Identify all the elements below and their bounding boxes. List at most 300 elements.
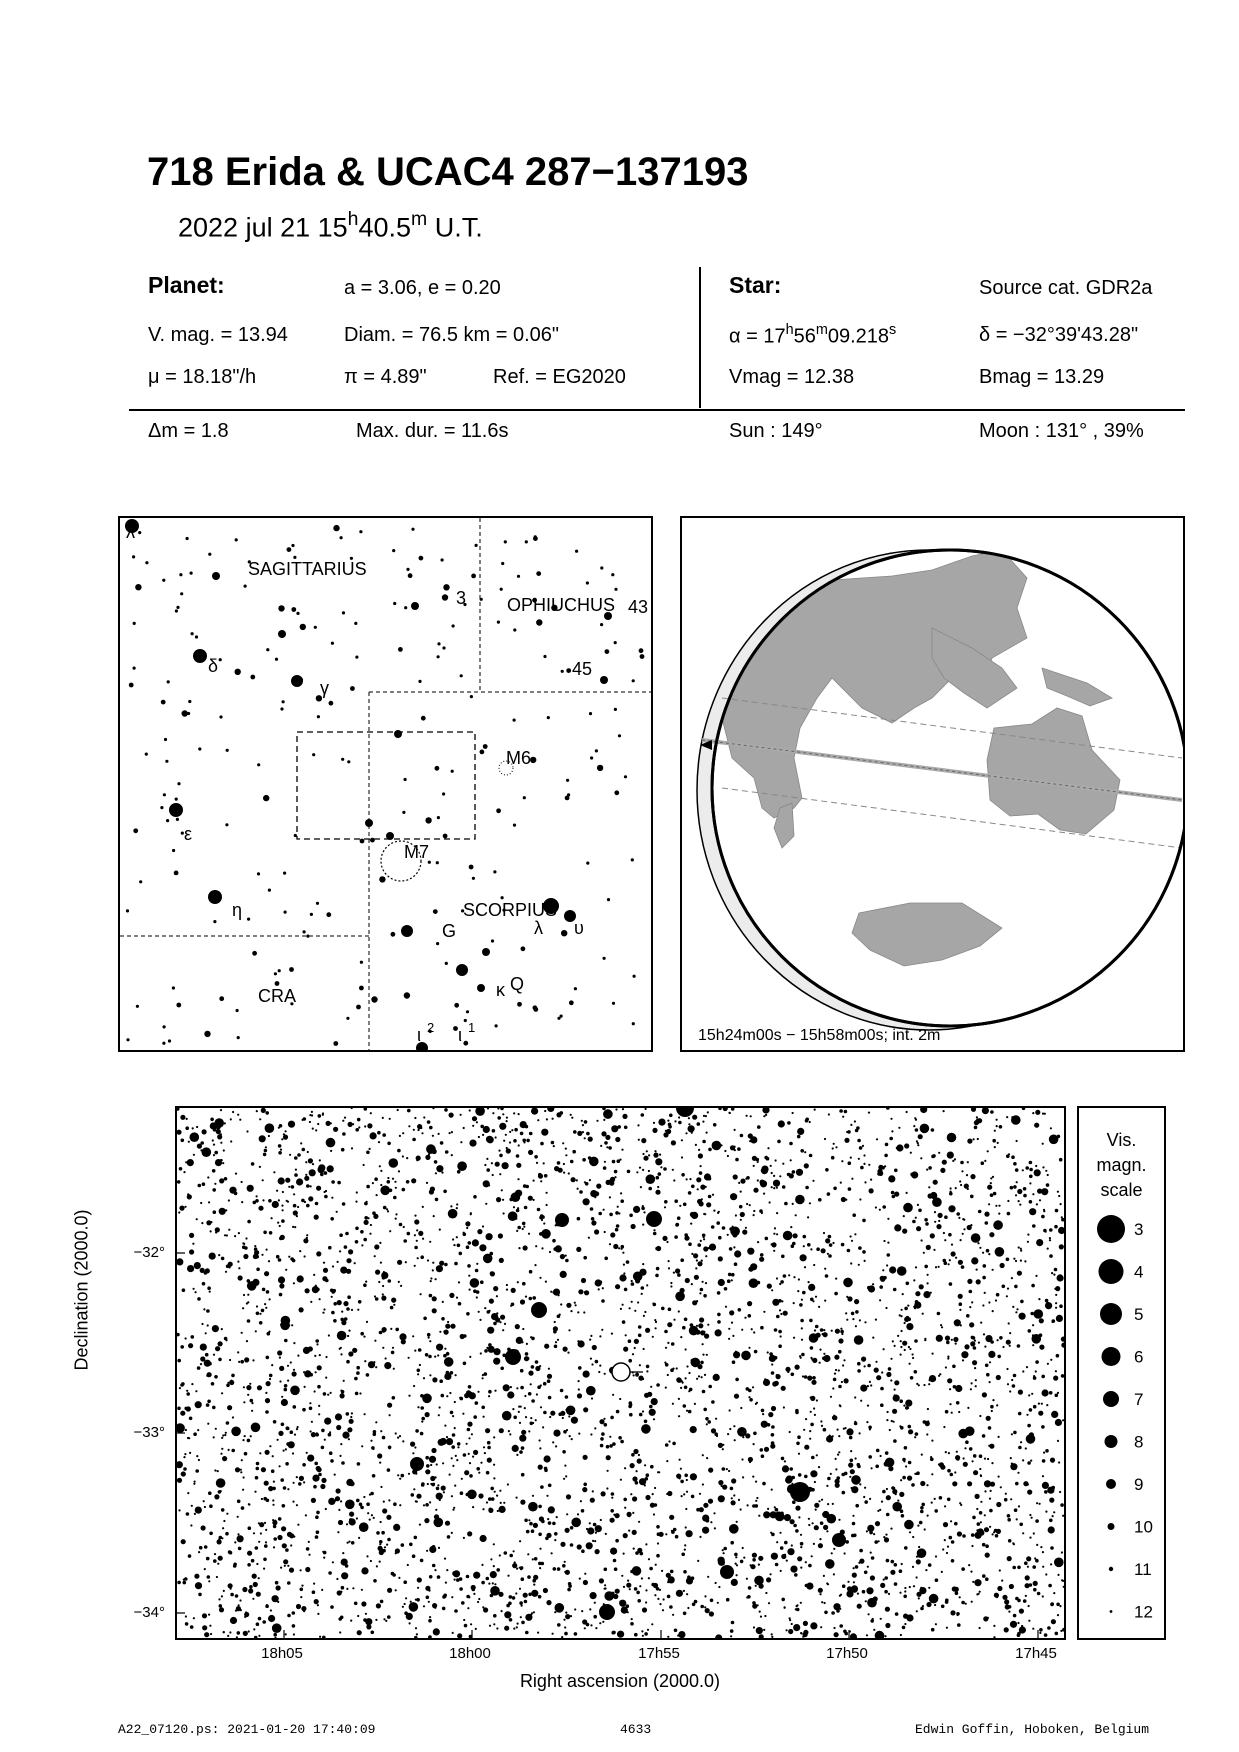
finder-star [441,558,444,561]
field-star [527,1553,529,1555]
field-star [993,1220,1003,1230]
field-star [745,1227,747,1229]
field-star [313,1583,315,1585]
field-star [816,1399,818,1401]
field-star [264,1271,269,1276]
field-star [1058,1227,1064,1234]
field-star [499,1258,504,1263]
field-star [206,1557,210,1561]
field-star [276,1190,278,1192]
field-star [424,1518,429,1523]
field-star [956,1451,958,1453]
field-star [381,1531,385,1535]
field-star [347,1335,349,1337]
field-star [227,1382,229,1384]
field-star [756,1497,758,1499]
scale-dot-mag-11 [1109,1567,1113,1571]
field-star [771,1363,773,1365]
field-star [382,1436,386,1440]
field-star [443,1190,447,1194]
field-star [297,1153,301,1157]
label-gamma: γ [320,678,329,698]
finder-star [244,585,247,588]
field-star [449,1113,454,1118]
field-star [449,1132,451,1134]
field-star [279,1225,281,1227]
field-star [988,1351,995,1358]
field-star [974,1126,978,1130]
field-star [773,1180,780,1187]
field-star [367,1217,369,1219]
field-star [456,1459,458,1461]
field-star [1025,1447,1027,1449]
field-star [971,1108,976,1112]
field-star [502,1113,504,1115]
field-star [496,1197,501,1202]
field-star [599,1419,604,1424]
field-star [931,1128,935,1132]
field-star [644,1311,646,1313]
field-star [214,1183,216,1185]
field-star [833,1415,835,1417]
field-star [382,1117,384,1119]
field-star [261,1309,265,1313]
field-star [281,1396,283,1398]
field-star [238,1547,242,1551]
scale-label-mag-5: 5 [1134,1305,1144,1324]
field-star [716,1221,720,1225]
field-star [213,1144,215,1146]
field-star [510,1305,512,1307]
field-star [686,1491,688,1493]
field-star [571,1117,573,1119]
field-star [571,1417,578,1424]
field-star [1034,1169,1041,1176]
field-star [636,1591,640,1595]
field-star [760,1326,764,1330]
finder-star [436,861,439,864]
field-star [388,1499,390,1501]
field-star [893,1288,897,1292]
field-star [321,1429,325,1433]
field-star [875,1206,877,1208]
field-star [858,1562,860,1564]
field-star [792,1170,796,1174]
field-star [469,1474,473,1478]
field-star [731,1279,733,1281]
field-star [322,1114,324,1116]
field-star [925,1222,929,1226]
field-star [372,1474,376,1478]
finder-star [411,528,414,531]
field-star [875,1361,877,1363]
field-star [713,1374,720,1381]
field-star [648,1187,652,1191]
field-star [869,1188,874,1193]
field-star [672,1403,674,1405]
field-star [657,1598,659,1600]
field-star [506,1284,508,1286]
field-star [920,1506,924,1510]
field-star [554,1539,556,1541]
field-star [366,1373,370,1377]
field-star [798,1473,802,1477]
field-star [349,1518,353,1522]
field-star [535,1360,539,1364]
field-star [987,1150,989,1152]
field-star [538,1173,542,1177]
label-3: 3 [456,588,467,608]
field-star [583,1311,585,1313]
field-star [691,1283,693,1285]
field-star [1057,1614,1059,1616]
field-star [361,1244,363,1246]
field-star [229,1359,231,1361]
field-star [490,1271,495,1276]
field-star [638,1376,643,1381]
field-star [770,1165,772,1167]
field-star [1013,1162,1017,1166]
finder-star [306,935,309,938]
field-star [315,1339,319,1343]
field-star [903,1203,913,1213]
field-star [391,1298,396,1303]
field-star [399,1435,401,1437]
field-star [801,1299,803,1301]
field-star [696,1300,698,1302]
field-star [204,1545,208,1549]
field-star [979,1415,981,1417]
field-star [373,1517,375,1519]
field-star [824,1138,826,1140]
field-star [300,1569,302,1571]
field-star [398,1170,400,1172]
field-star [746,1203,748,1205]
field-star [193,1154,195,1156]
field-star [906,1282,910,1286]
field-star [227,1405,232,1410]
field-star [699,1536,701,1538]
field-star [1016,1518,1018,1520]
field-star [992,1399,994,1401]
field-star [397,1149,401,1153]
field-star [778,1120,785,1127]
field-star [684,1474,688,1478]
field-star [1045,1449,1049,1453]
field-star [582,1619,587,1624]
field-star [220,1453,222,1455]
field-star [780,1335,782,1337]
field-star [886,1372,891,1377]
field-star [678,1310,680,1312]
field-star [938,1152,940,1154]
field-star [1011,1277,1013,1279]
field-star [736,1564,738,1566]
field-star [616,1224,620,1228]
field-star [288,1121,295,1128]
field-star [705,1115,707,1117]
field-star [538,1562,542,1566]
field-star [790,1159,792,1161]
field-star [592,1490,594,1492]
field-star [272,1487,276,1491]
field-star [263,1231,267,1235]
field-star [606,1146,608,1148]
field-star [615,1513,620,1518]
field-star [208,1580,210,1582]
field-star [914,1307,916,1309]
field-star [488,1184,490,1186]
field-star [826,1485,828,1487]
field-star [447,1535,451,1539]
field-star [247,1394,249,1396]
field-star [713,1123,717,1127]
field-star [879,1209,881,1211]
field-star [962,1534,966,1538]
field-star [259,1135,266,1142]
field-star [699,1317,704,1322]
field-star [237,1500,241,1504]
field-star [899,1569,903,1573]
field-star [270,1487,272,1489]
field-star [539,1516,544,1521]
field-star [600,1145,602,1147]
field-star [476,1263,478,1265]
field-star [945,1451,947,1453]
field-star [885,1607,890,1612]
field-star [989,1526,991,1528]
finder-star [370,838,375,843]
field-star [684,1544,686,1546]
field-star [371,1631,375,1635]
field-star [336,1425,341,1430]
field-star [986,1373,990,1377]
field-star [729,1310,734,1315]
field-star [590,1358,592,1360]
field-star [890,1570,895,1575]
field-star [959,1309,961,1311]
field-star [355,1128,359,1132]
field-star [293,1633,295,1635]
field-star [335,1496,340,1501]
field-star [177,1180,181,1184]
field-star [748,1133,753,1138]
field-star [842,1116,844,1118]
field-star [463,1362,467,1366]
field-star [1038,1403,1040,1405]
field-star [823,1355,830,1362]
field-star [522,1228,524,1230]
field-star [512,1408,514,1410]
label-epsilon: ε [184,824,193,844]
field-star [799,1303,803,1307]
field-star [262,1199,264,1201]
field-star [277,1535,282,1540]
field-star [984,1292,986,1294]
field-star [592,1540,594,1542]
field-star [667,1120,669,1122]
field-star [437,1484,439,1486]
field-star [983,1575,985,1577]
field-star [902,1293,904,1295]
field-star [918,1134,923,1139]
field-star [868,1164,870,1166]
field-star [409,1602,419,1612]
field-star [646,1473,650,1477]
finder-star [475,544,478,547]
field-star [713,1210,715,1212]
field-star [221,1159,223,1161]
field-star [1057,1440,1059,1442]
finder-star [300,624,306,630]
field-star [586,1386,596,1396]
field-star [416,1494,421,1499]
field-star [830,1473,832,1475]
field-star [481,1564,483,1566]
field-star [419,1524,421,1526]
field-star [733,1174,738,1179]
field-star [436,1344,443,1351]
field-star [823,1329,825,1331]
field-star [906,1614,913,1621]
field-star [380,1486,382,1488]
field-star [946,1341,950,1345]
field-star [894,1389,896,1391]
field-star [612,1160,616,1164]
field-star [603,1109,613,1119]
field-star [309,1407,313,1411]
field-star [364,1125,366,1127]
finder-star [525,540,528,543]
field-star [1023,1599,1027,1603]
field-star [950,1520,952,1522]
field-star [728,1338,730,1340]
field-star [595,1627,597,1629]
field-star [279,1124,283,1128]
field-star [615,1211,619,1215]
field-star [184,1453,186,1455]
field-star [315,1515,319,1519]
field-star [540,1214,544,1218]
field-star [314,1462,318,1466]
field-star [982,1543,986,1547]
field-star [364,1108,368,1111]
finder-star [404,992,410,998]
field-star [705,1255,707,1257]
field-star [432,1377,437,1382]
field-star [204,1632,209,1637]
field-star [188,1343,193,1348]
field-star [374,1177,378,1181]
field-star [825,1559,835,1569]
field-star [346,1269,351,1274]
field-star [226,1234,228,1236]
field-star [347,1295,351,1299]
field-star [723,1552,725,1554]
field-star [686,1479,688,1481]
field-star [270,1609,272,1611]
field-star [398,1281,400,1283]
field-star [874,1540,878,1544]
field-star [708,1385,712,1389]
field-star [735,1351,737,1353]
field-star [493,1286,498,1291]
field-star [223,1149,225,1151]
field-star [978,1342,980,1344]
field-star [369,1233,371,1235]
field-star [399,1223,403,1227]
finder-star [575,550,578,553]
field-star [995,1593,997,1595]
finder-star [219,658,222,661]
field-star [526,1139,530,1143]
field-star [402,1132,404,1134]
field-star [214,1553,216,1555]
field-star [351,1147,353,1149]
field-star [386,1515,391,1520]
field-star [904,1587,906,1589]
field-star [500,1315,505,1320]
field-star [714,1527,716,1529]
field-star [778,1299,782,1303]
field-star [604,1257,608,1261]
field-star [377,1453,382,1458]
field-star [699,1201,704,1206]
field-star [790,1566,797,1573]
field-star [273,1171,275,1173]
field-star [486,1168,490,1172]
field-star [487,1327,494,1334]
field-star [207,1423,209,1425]
field-star [238,1267,240,1269]
field-star [753,1210,755,1212]
field-star [364,1413,366,1415]
field-star [284,1388,288,1392]
finder-star [300,678,303,681]
field-star [646,1150,648,1152]
field-star [640,1186,642,1188]
field-star [213,1154,215,1156]
field-star [1060,1630,1062,1632]
field-star [857,1593,859,1595]
field-star [196,1126,198,1128]
field-star [540,1180,542,1182]
field-star [1025,1166,1029,1170]
field-star [839,1624,843,1628]
field-star [951,1559,955,1563]
field-star [529,1297,533,1301]
field-star [1057,1392,1059,1394]
field-star [690,1473,697,1480]
field-star [812,1376,816,1380]
field-star [854,1120,856,1122]
field-star [451,1495,453,1497]
field-star [976,1116,978,1118]
field-star [403,1580,407,1584]
field-star [718,1211,720,1213]
field-star [921,1239,923,1241]
field-star [455,1374,457,1376]
field-star [814,1414,816,1416]
field-star [432,1603,437,1608]
finder-star [175,798,178,801]
field-star [653,1583,658,1588]
field-star [925,1569,927,1571]
field-star [1029,1432,1034,1437]
field-star [855,1565,859,1569]
field-star [596,1120,598,1122]
field-star [977,1242,979,1244]
